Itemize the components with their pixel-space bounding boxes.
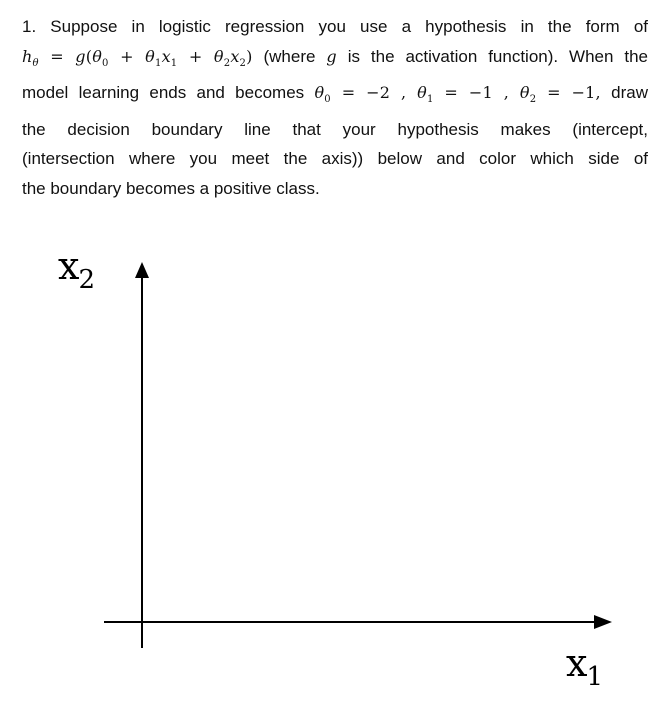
question-line-5: (intersection where you meet the axis)) below and color which side of xyxy=(22,149,648,168)
question-line-6: the boundary becomes a positive class. xyxy=(22,178,320,198)
parameter-values: $\theta_0 = -2$ , $\theta_1 = -1$ , $\theta_2 = -1$, xyxy=(314,83,601,105)
activation-variable: g xyxy=(326,46,337,66)
hypothesis-formula: $h_\theta = g(\theta_0 + \theta_1x_1 + \theta_2x_2)$ xyxy=(22,46,253,69)
y-axis-label: x2 xyxy=(58,244,95,295)
question-line-2-text-a: (where xyxy=(263,46,316,66)
y-axis-arrow xyxy=(135,262,149,278)
x-axis-arrow xyxy=(594,615,612,629)
question-line-1: 1. Suppose in logistic regression you use a hypothesis in the form of xyxy=(22,17,648,36)
question-line-2-text-b: is the activation function). When the xyxy=(347,46,648,66)
question-line-3-text-a: model learning ends and becomes xyxy=(22,83,305,102)
x-axis-label: x1 xyxy=(566,641,603,692)
question-line-3-text-b: draw xyxy=(611,83,649,102)
question-line-4: the decision boundary line that your hypothesis makes (intercept, xyxy=(22,119,648,139)
